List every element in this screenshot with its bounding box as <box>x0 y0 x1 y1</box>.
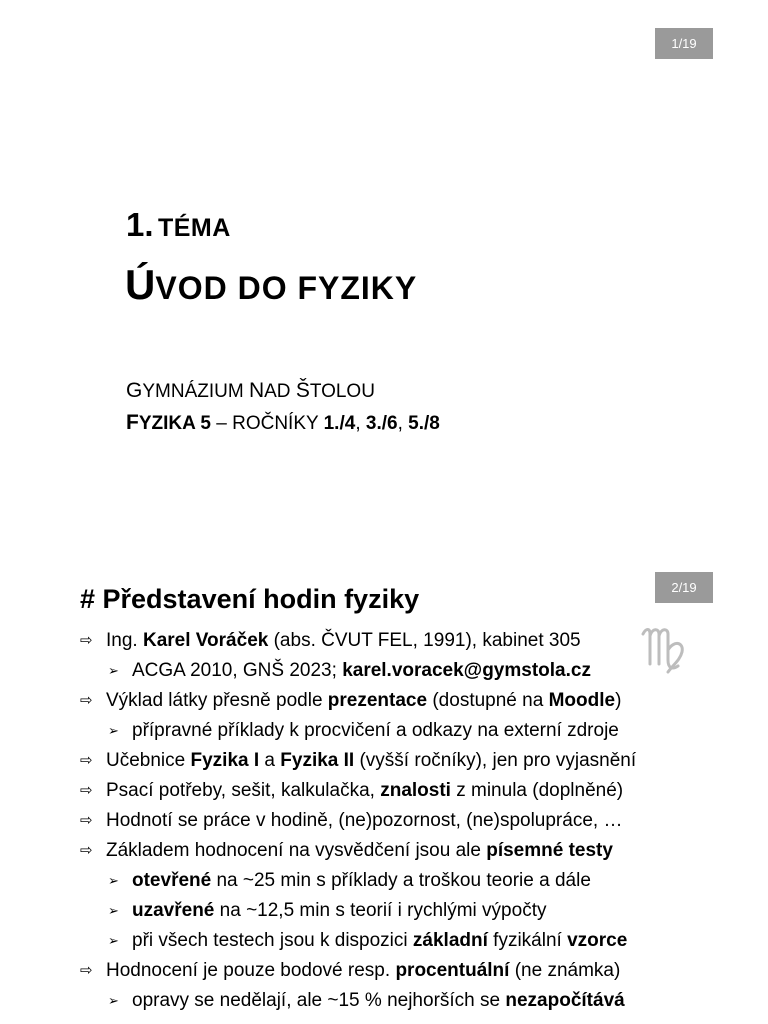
school-name: GYMNÁZIUM NAD ŠTOLOU <box>126 379 375 402</box>
arrow-bullet-icon: ⇨ <box>80 632 93 649</box>
list-item: ⇨ Hodnocení je pouze bodové resp. procentuální (ne známka) <box>80 956 720 986</box>
topic-number: 1. <box>126 206 154 243</box>
list-item: ⇨ Výklad látky přesně podle prezentace (dostupné na Moodle) <box>80 686 720 716</box>
list-item: ⇨ Hodnotí se práce v hodině, (ne)pozornost, (ne)spolupráce, … <box>80 806 720 836</box>
intro-slide <box>0 560 768 1024</box>
list-item: ➢ otevřené na ~25 min s příklady a troškou teorie a dále <box>80 866 720 896</box>
list-item: ➢ ACGA 2010, GNŠ 2023; karel.voracek@gymstola.cz <box>80 656 720 686</box>
bullet-list <box>80 626 720 1016</box>
page-number-badge: 2/19 <box>655 572 713 603</box>
topic-word: TÉMA <box>157 214 231 242</box>
slide-heading: # Představení hodin fyziky <box>80 584 420 614</box>
list-item: ⇨ Učebnice Fyzika I a Fyzika II (vyšší ročníky), jen pro vyjasnění <box>80 746 720 776</box>
arrowhead-bullet-icon: ➢ <box>108 723 119 738</box>
title-rest: VOD DO FYZIKY <box>155 270 418 306</box>
arrow-bullet-icon: ⇨ <box>80 812 93 829</box>
course-info: FYZIKA 5 – ROČNÍKY 1./4, 3./6, 5./8 <box>126 411 440 434</box>
arrowhead-bullet-icon: ➢ <box>108 663 119 678</box>
arrow-bullet-icon: ⇨ <box>80 752 93 769</box>
list-item: ➢ opravy se nedělají, ale ~15 % nejhorších se nezapočítává <box>80 986 720 1016</box>
arrowhead-bullet-icon: ➢ <box>108 933 119 948</box>
page-number-badge: 1/19 <box>655 28 713 59</box>
arrowhead-bullet-icon: ➢ <box>108 873 119 888</box>
arrowhead-bullet-icon: ➢ <box>108 903 119 918</box>
list-item: ⇨ Ing. Karel Voráček (abs. ČVUT FEL, 1991), kabinet 305 <box>80 626 720 656</box>
arrow-bullet-icon: ⇨ <box>80 962 93 979</box>
title-initial: Ú <box>125 261 156 308</box>
arrowhead-bullet-icon: ➢ <box>108 993 119 1008</box>
list-item: ➢ uzavřené na ~12,5 min s teorií i rychlými výpočty <box>80 896 720 926</box>
list-item: ➢ přípravné příklady k procvičení a odkazy na externí zdroje <box>80 716 720 746</box>
arrow-bullet-icon: ⇨ <box>80 842 93 859</box>
list-item: ⇨ Psací potřeby, sešit, kalkulačka, znalosti z minula (doplněné) <box>80 776 720 806</box>
list-item: ➢ při všech testech jsou k dispozici základní fyzikální vzorce <box>80 926 720 956</box>
slide-title <box>125 261 418 308</box>
topic-label <box>126 208 231 241</box>
list-item: ⇨ Základem hodnocení na vysvědčení jsou ale písemné testy <box>80 836 720 866</box>
arrow-bullet-icon: ⇨ <box>80 692 93 709</box>
arrow-bullet-icon: ⇨ <box>80 782 93 799</box>
